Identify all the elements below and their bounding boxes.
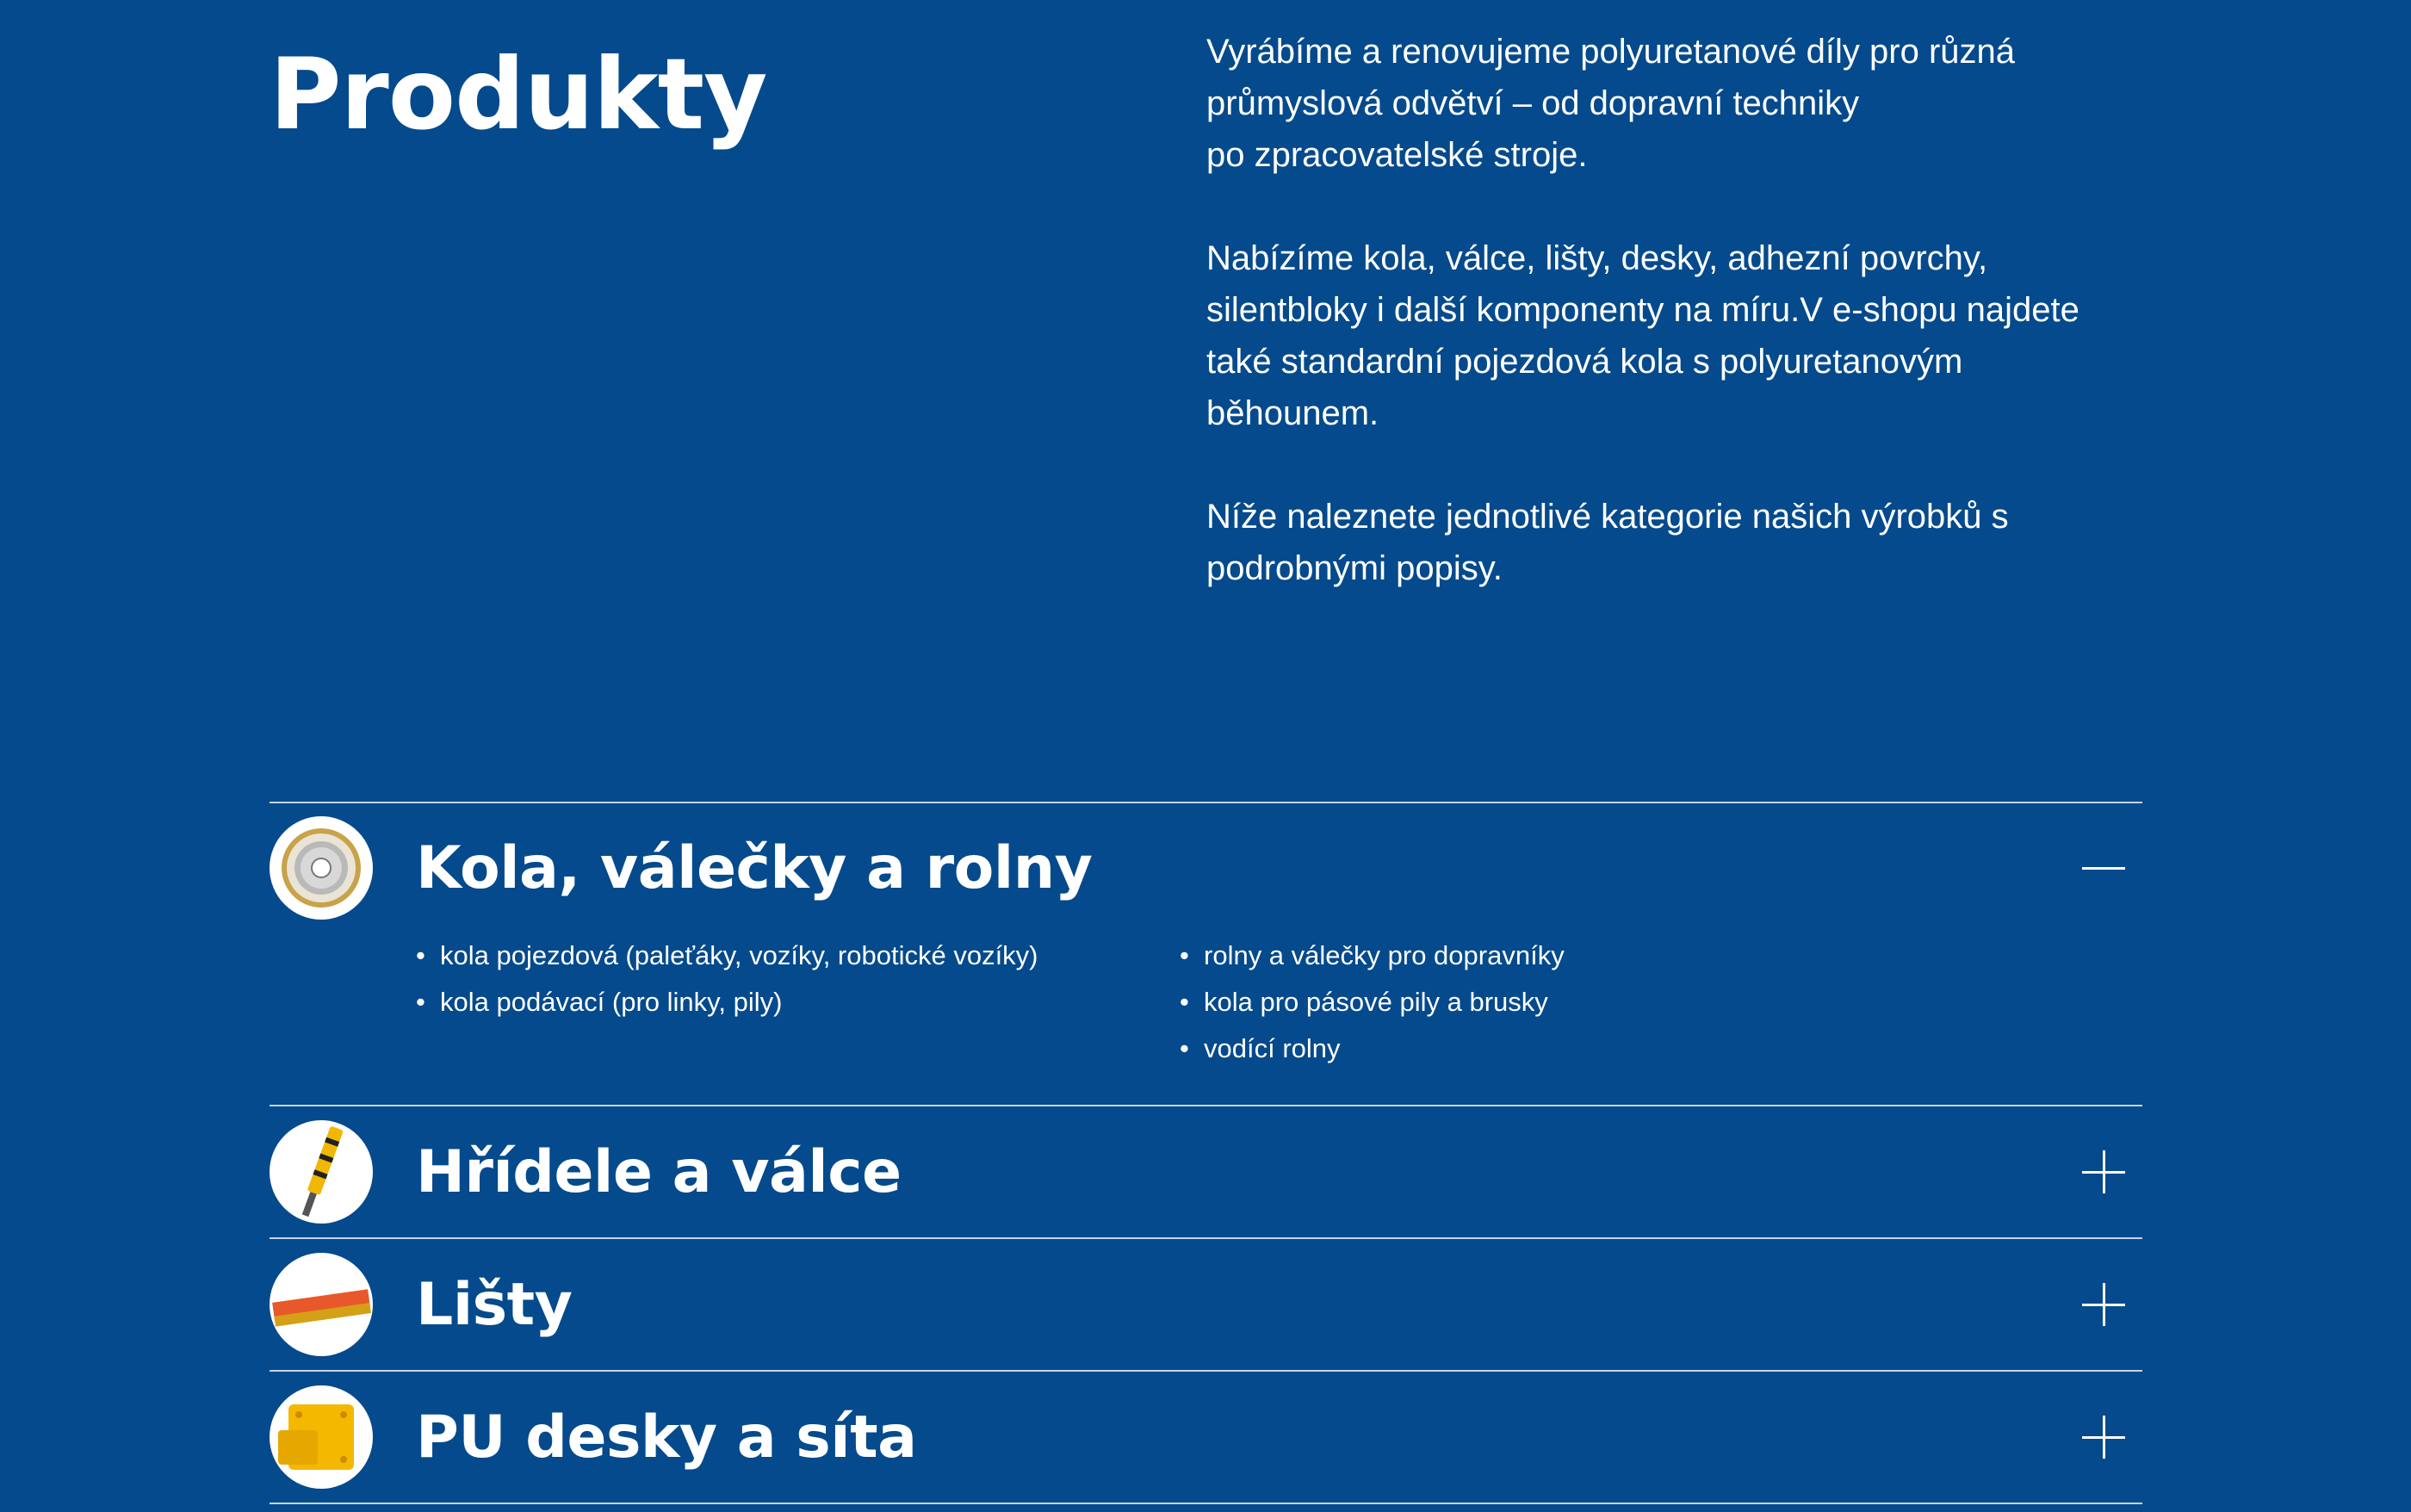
category-header-kola[interactable]	[270, 803, 2142, 933]
intro-paragraph: Níže naleznete jednotlivé kategorie našich výrobků s podrobnými popisy.	[1206, 498, 2009, 587]
expand-icon[interactable]	[2082, 1283, 2125, 1326]
strip-icon	[270, 1253, 373, 1356]
category-title: Lišty	[416, 1270, 573, 1339]
intro-paragraph: Nabízíme kola, válce, lišty, desky, adhezní povrchy, silentbloky i další komponenty na míru.V e-shopu najdete také standardní pojezdová kola s polyuretanovým běhounem.	[1206, 239, 2079, 432]
expand-icon[interactable]	[2082, 1150, 2125, 1193]
category-title: PU desky a síta	[416, 1403, 917, 1472]
category-header-pu-desky[interactable]	[270, 1372, 2142, 1503]
category-title: Hřídele a válce	[416, 1137, 902, 1206]
category-list-right	[1180, 933, 1565, 1079]
category-title: Kola, válečky a rolny	[416, 833, 1093, 902]
product-categories-accordion	[270, 802, 2142, 1504]
expand-icon[interactable]	[2082, 1416, 2125, 1459]
shaft-icon	[270, 1120, 373, 1224]
list-item: • kola pro pásové pily a brusky	[1180, 979, 1565, 1026]
category-header-listy[interactable]	[270, 1239, 2142, 1370]
wheel-icon	[270, 816, 373, 920]
page-title: Produkty	[270, 37, 767, 152]
list-item: • vodící rolny	[1180, 1026, 1565, 1072]
intro-paragraph: Vyrábíme a renovujeme polyuretanové díly pro různá průmyslová odvětví – od dopravní techniky po zpracovatelské stroje.	[1206, 33, 2016, 174]
list-item: • rolny a válečky pro dopravníky	[1180, 933, 1565, 979]
plate-icon	[270, 1385, 373, 1489]
intro-text	[1206, 26, 2154, 646]
category-item-listy	[270, 1237, 2142, 1370]
category-item-pu-desky	[270, 1370, 2142, 1504]
list-item: • kola pojezdová (paleťáky, vozíky, robotické vozíky)	[416, 933, 1180, 979]
category-details-kola	[270, 933, 2142, 1105]
collapse-icon[interactable]	[2082, 846, 2125, 889]
category-item-hridele	[270, 1105, 2142, 1237]
category-item-kola	[270, 802, 2142, 1105]
category-list-left	[416, 933, 1180, 1079]
category-header-hridele[interactable]	[270, 1106, 2142, 1237]
list-item: • kola podávací (pro linky, pily)	[416, 979, 1180, 1026]
